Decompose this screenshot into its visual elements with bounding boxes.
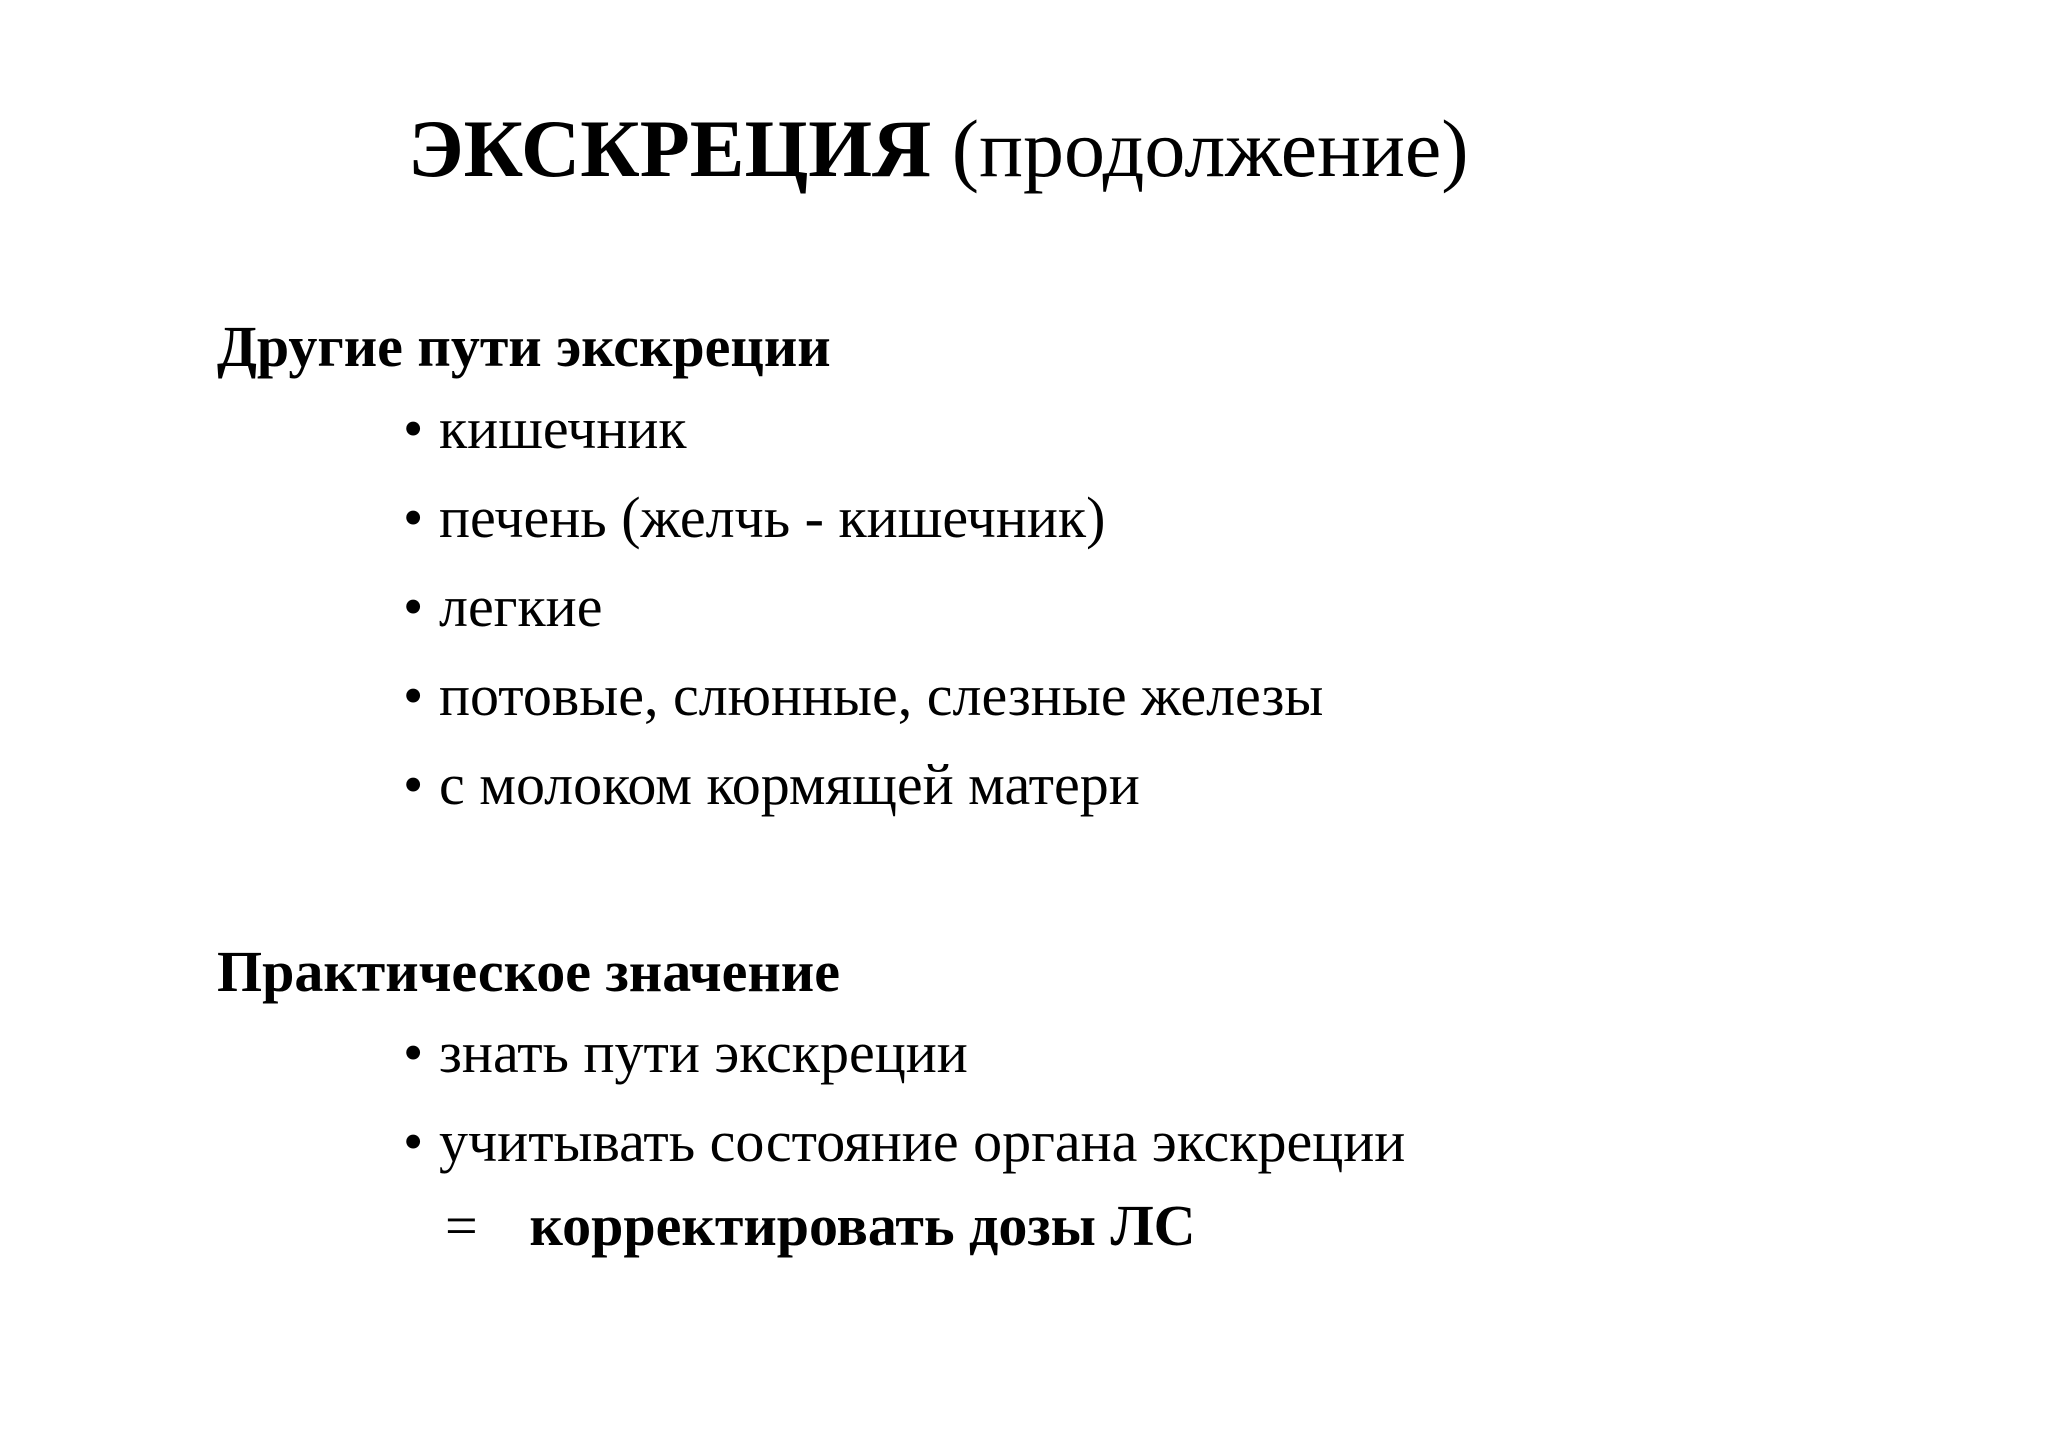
section-heading-practical: Практическое значение xyxy=(217,939,840,1004)
conclusion-line xyxy=(445,1193,1196,1258)
list-other-routes xyxy=(403,396,1324,845)
list-item-text: с молоком кормящей матери xyxy=(439,752,1140,817)
section-heading-other-routes: Другие пути экскреции xyxy=(217,314,831,379)
bullet-icon: • xyxy=(403,574,424,639)
list-practical xyxy=(403,1020,1406,1202)
list-item xyxy=(403,574,1323,667)
list-item xyxy=(403,752,1323,845)
list-item xyxy=(403,396,1323,489)
bullet-icon: • xyxy=(403,1020,424,1085)
bullet-icon: • xyxy=(403,1109,424,1174)
list-item-text: кишечник xyxy=(439,396,687,461)
list-item-text: знать пути экскреции xyxy=(439,1020,968,1085)
list-item xyxy=(403,1020,1405,1113)
list-item-text: печень (желчь - кишечник) xyxy=(439,485,1106,550)
equals-sign: = xyxy=(445,1193,478,1258)
bullet-icon: • xyxy=(403,663,424,728)
list-item xyxy=(403,1109,1406,1202)
list-item-text: легкие xyxy=(439,574,603,639)
bullet-icon: • xyxy=(403,752,424,817)
conclusion-text: корректировать дозы ЛС xyxy=(529,1193,1196,1258)
slide-title xyxy=(408,103,1469,194)
list-item xyxy=(403,663,1324,756)
list-item xyxy=(403,485,1323,578)
title-suffix: (продолжение) xyxy=(951,103,1469,194)
bullet-icon: • xyxy=(403,485,424,550)
list-item-text: учитывать состояние органа экскреции xyxy=(439,1109,1406,1174)
list-item-text: потовые, слюнные, слезные железы xyxy=(439,663,1324,728)
bullet-icon: • xyxy=(403,396,424,461)
title-main: ЭКСКРЕЦИЯ xyxy=(408,103,932,194)
